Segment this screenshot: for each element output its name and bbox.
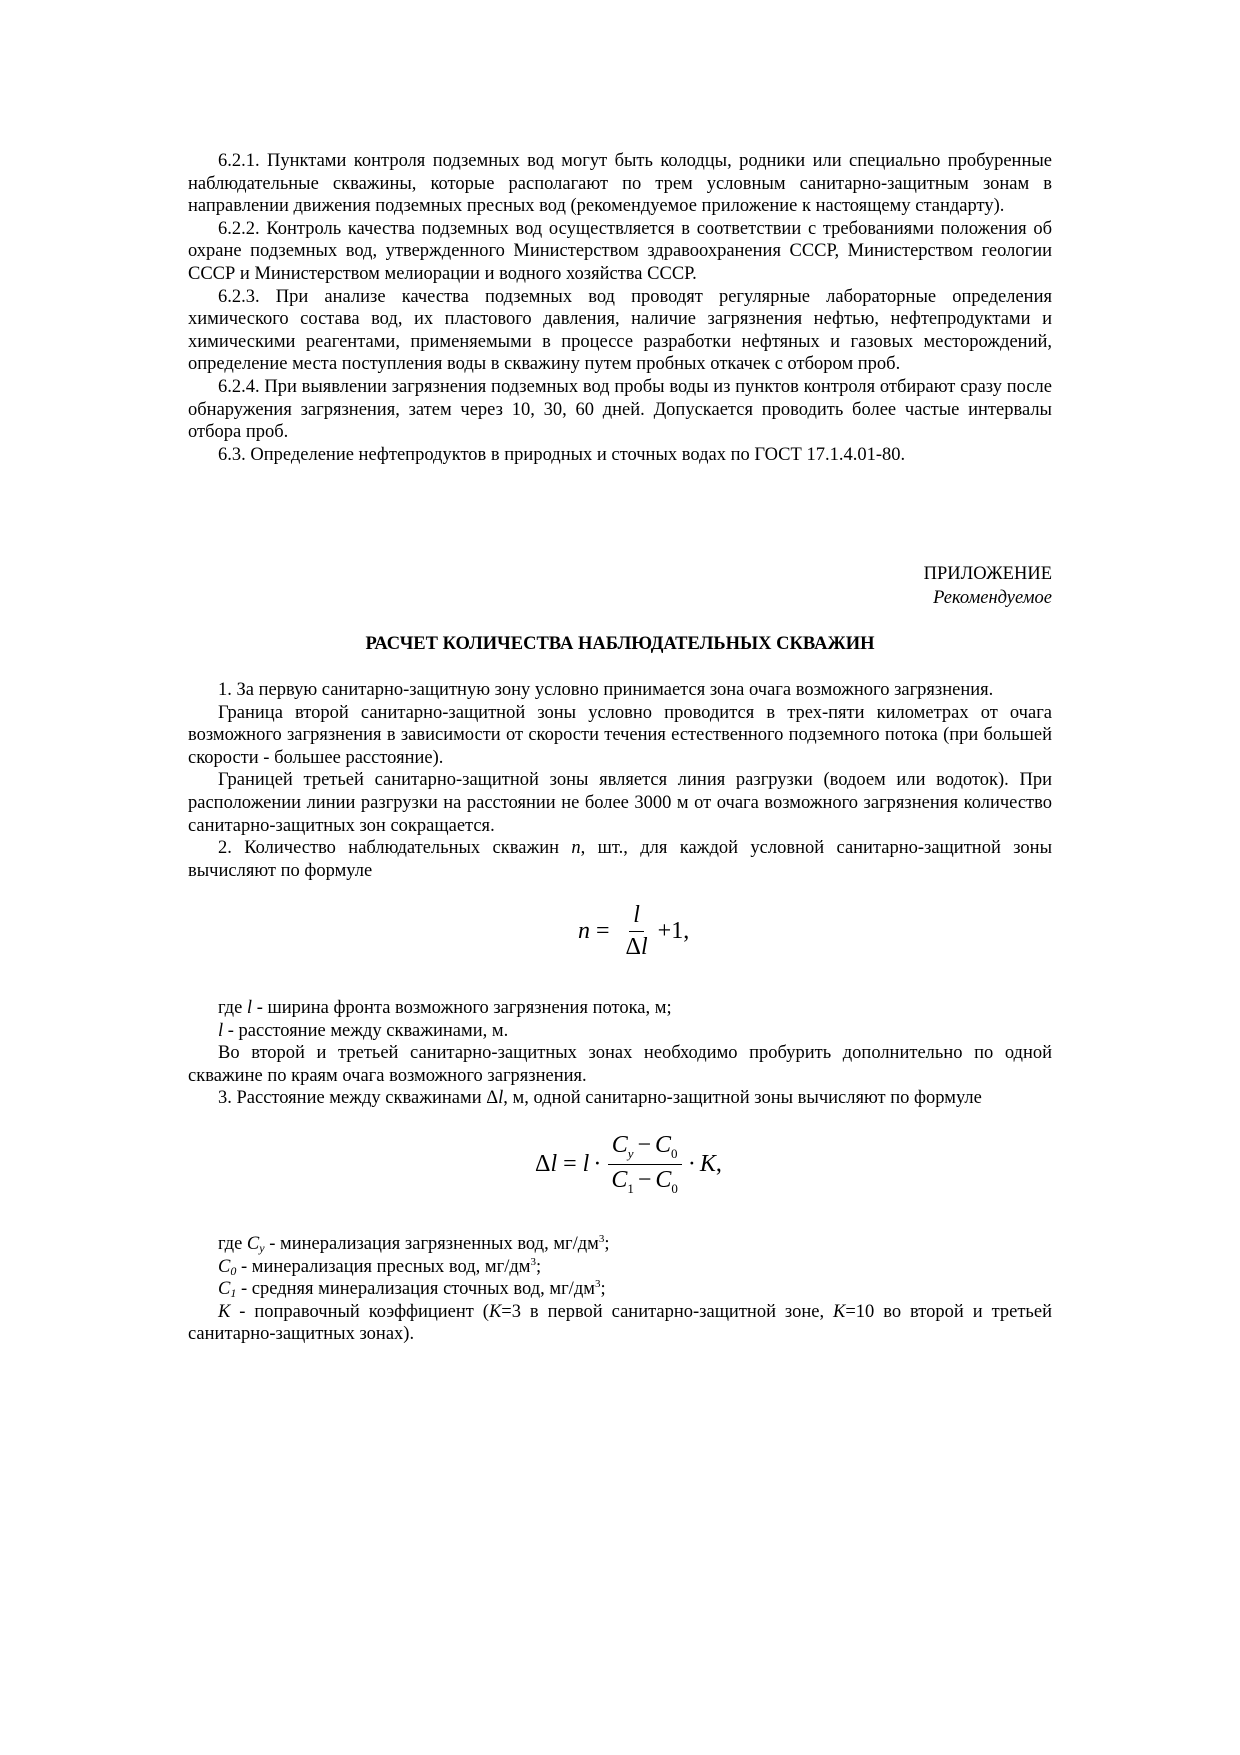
- formula-fraction: [622, 902, 652, 961]
- formula-var: n: [578, 918, 590, 944]
- var: K: [699, 1151, 716, 1177]
- paragraph-6-2-1: 6.2.1. Пунктами контроля подземных вод могут быть колодцы, родники или специально пробуренные наблюдательные скважины, которые располагают по трем условным санитарно-защитным зонам в направлении движения подземных пресных вод (рекомендуемое приложение к настоящему стандарту).: [188, 151, 1052, 217]
- numerator: l: [629, 902, 644, 932]
- delta: Δ: [625, 934, 641, 960]
- sub: y: [259, 1241, 265, 1255]
- denominator: [607, 1165, 682, 1197]
- dot: ·: [687, 1151, 696, 1177]
- text: - ширина фронта возможного загрязнения потока, м;: [252, 998, 672, 1018]
- text: =10 во второй и третьей санитарно-защитных зонах).: [188, 1301, 1052, 1345]
- paragraph-3: [188, 1087, 1052, 1110]
- var: l: [640, 934, 648, 960]
- sup: 3: [598, 1233, 605, 1245]
- appendix-status-text: Рекомендуемое: [933, 588, 1052, 608]
- text: - расстояние между скважинами, м.: [223, 1020, 509, 1041]
- paragraph-6-2-4: 6.2.4. При выявлении загрязнения подземных вод пробы воды из пунктов контроля отбирают сразу после обнаружения загрязнения, затем через 10, 30, 60 дней. Допускается проводить более частые интервалы отбора проб.: [188, 376, 1052, 443]
- appendix-label: ПРИЛОЖЕНИЕ: [923, 564, 1052, 584]
- where-cy: [188, 1233, 1052, 1256]
- text: , шт., для каждой условной санитарно-защитной зоны вычисляют по формуле: [188, 838, 1052, 881]
- text: , м, одной санитарно-защитной зоны вычисляют по формуле: [503, 1088, 982, 1109]
- appendix-header: [924, 562, 1052, 610]
- paragraph-1: 1. За первую санитарно-защитную зону условно принимается зона очага возможного загрязнения.: [218, 680, 994, 700]
- sub: 0: [230, 1263, 237, 1278]
- var: C: [218, 1279, 231, 1300]
- var: l: [218, 1020, 224, 1041]
- minus: −: [637, 1132, 652, 1158]
- sub: 0: [671, 1181, 678, 1196]
- formula-fraction: [607, 1132, 682, 1197]
- appendix-status: [924, 586, 1052, 610]
- formula-delta-l: [535, 1132, 722, 1197]
- paragraph-1b: Граница второй санитарно-защитной зоны условно проводится в трех-пяти километрах от очага возможного загрязнения в зависимости от скорости течения естественного подземного потока (при большей скорости - большее расстояние).: [188, 702, 1052, 768]
- var: C: [655, 1132, 672, 1158]
- var: C: [611, 1132, 628, 1158]
- sup: 3: [530, 1255, 536, 1268]
- where-k: [188, 1301, 1052, 1346]
- sub: 1: [230, 1286, 237, 1301]
- numerator: [608, 1132, 682, 1165]
- var: l: [582, 1151, 590, 1177]
- var: K: [833, 1301, 846, 1322]
- minus: −: [637, 1167, 652, 1193]
- where-dl: [188, 1020, 1052, 1043]
- var: C: [655, 1167, 672, 1193]
- appendix-text-2: [188, 997, 1052, 1110]
- text: 3. Расстояние между скважинами: [218, 1088, 487, 1109]
- appendix-text-3: [188, 1233, 1052, 1346]
- text: где: [218, 998, 247, 1018]
- sub: 1: [627, 1181, 634, 1196]
- text: 2. Количество наблюдательных скважин: [218, 838, 572, 859]
- where-c0: [188, 1256, 1052, 1279]
- var: n: [571, 838, 581, 859]
- formula-eq: =: [563, 1151, 577, 1177]
- var: l: [498, 1088, 504, 1109]
- sub: 0: [671, 1146, 678, 1161]
- var: l: [246, 998, 253, 1018]
- text: ;: [600, 1279, 606, 1300]
- appendix-title: РАСЧЕТ КОЛИЧЕСТВА НАБЛЮДАТЕЛЬНЫХ СКВАЖИН: [365, 634, 875, 654]
- var: C: [246, 1234, 260, 1254]
- text: - минерализация пресных вод, мг/дм: [236, 1256, 531, 1277]
- formula-n: [578, 902, 689, 961]
- sup: 3: [594, 1278, 601, 1291]
- section-6-text: [188, 150, 1052, 466]
- var: K: [218, 1301, 231, 1322]
- text: - средняя минерализация сточных вод, мг/дм: [236, 1279, 595, 1300]
- text: - поправочный коэффициент (: [230, 1301, 489, 1322]
- dot: ·: [593, 1151, 602, 1177]
- paragraph-2b: Во второй и третьей санитарно-защитных зонах необходимо пробурить дополнительно по одной скважине по краям очага возможного загрязнения.: [188, 1043, 1052, 1086]
- comma: ,: [715, 1151, 722, 1177]
- text: - минерализация загрязненных вод, мг/дм: [264, 1234, 599, 1254]
- text: ;: [604, 1234, 610, 1254]
- sub: y: [627, 1146, 634, 1161]
- paragraph-2: [188, 837, 1052, 882]
- var: K: [488, 1301, 502, 1322]
- delta: Δ: [535, 1151, 551, 1177]
- where-l: [188, 997, 1052, 1020]
- denominator: [622, 932, 652, 961]
- formula-plus-one: +1,: [657, 918, 690, 944]
- var: C: [218, 1256, 231, 1277]
- var: l: [550, 1151, 558, 1177]
- appendix-text-1: [188, 679, 1052, 882]
- text: =3 в первой санитарно-защитной зоне,: [501, 1301, 834, 1322]
- paragraph-6-3: 6.3. Определение нефтепродуктов в природных и сточных водах по ГОСТ 17.1.4.01-80.: [218, 444, 906, 465]
- paragraph-6-2-3: 6.2.3. При анализе качества подземных вод проводят регулярные лабораторные определения химического состава вод, их пластового давления, наличие загрязнения нефтью, нефтепродуктами и химическими реагентами, применяемыми в процессе разработки нефтяных и газовых месторождений, определение места поступления воды в скважину путем пробных откачек с отбором проб.: [188, 286, 1052, 375]
- text: где: [218, 1234, 247, 1254]
- var: C: [611, 1167, 628, 1193]
- delta: Δ: [486, 1088, 499, 1109]
- paragraph-6-2-2: 6.2.2. Контроль качества подземных вод осуществляется в соответствии с требованиями положения об охране подземных вод, утвержденного Министерством здравоохранения СССР, Министерством геологии СССР и Министерством мелиорации и водного хозяйства СССР.: [188, 218, 1052, 284]
- paragraph-1c: Границей третьей санитарно-защитной зоны является линия разгрузки (водоем или водоток). При расположении линии разгрузки на расстоянии не более 3000 м от очага возможного загрязнения количество санитарно-защитных зон сокращается.: [188, 770, 1052, 836]
- where-c1: [188, 1278, 1052, 1301]
- text: ;: [535, 1256, 542, 1277]
- formula-eq: =: [596, 918, 610, 944]
